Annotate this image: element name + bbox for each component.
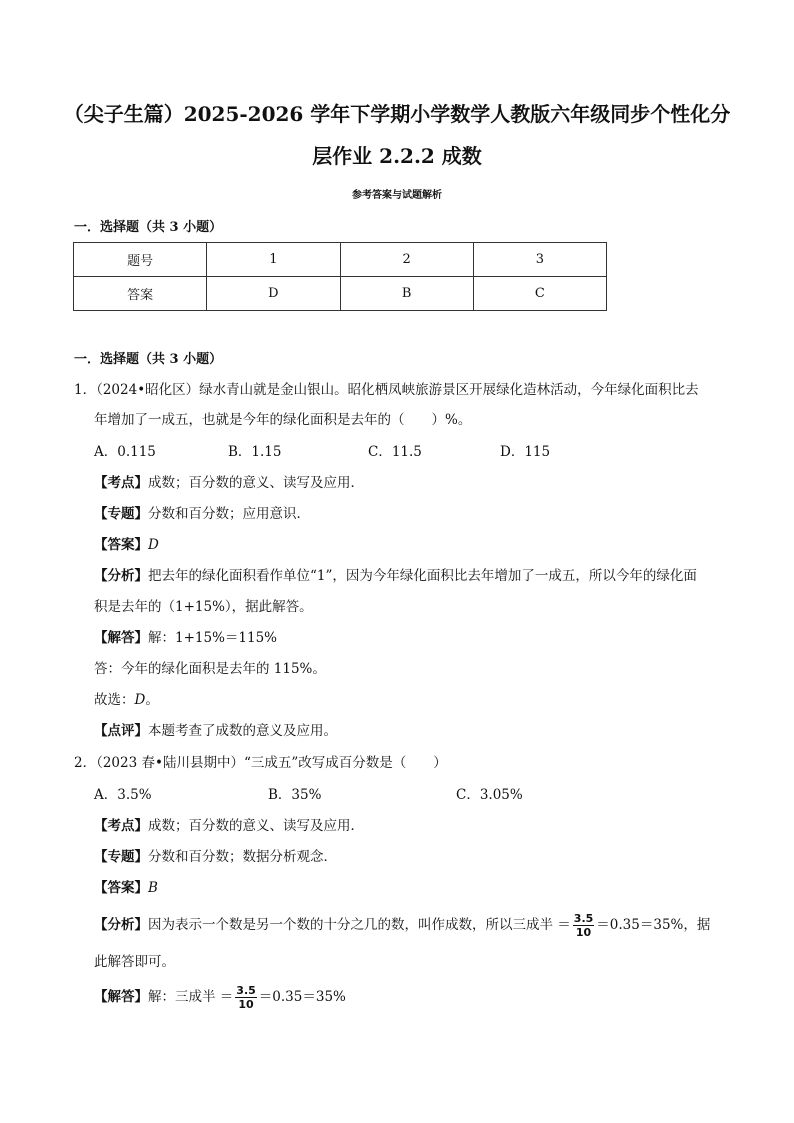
fenxi-text-pre: 因为表示一个数是另一个数的十分之几的数，叫作成数，所以三成半 ＝: [148, 917, 571, 933]
fraction: [235, 984, 257, 1011]
q1-kaodian: [94, 473, 364, 493]
q2-fenxi-line-2: 此解答即可。: [94, 954, 175, 970]
daan-tag: 【答案】: [94, 537, 148, 553]
q2-options: [94, 785, 523, 805]
q1-option-b: B．1.15: [228, 444, 282, 460]
zhuanti-text: 分数和百分数；数据分析观念．: [148, 849, 337, 865]
fenxi-tag: 【分析】: [94, 568, 148, 584]
jieda-text-pre: 解：三成半 ＝: [148, 989, 234, 1005]
fenxi-tag: 【分析】: [94, 917, 148, 933]
section-heading-answers: 一．选择题（共 3 小题）: [74, 220, 223, 235]
q1-stem-line-1: 1．（2024•昭化区）绿水青山就是金山银山。昭化栖凤峡旅游景区开展绿化造林活动，今年绿化面积比去: [74, 382, 699, 398]
dianping-tag: 【点评】: [94, 723, 148, 739]
fenxi-text-post: ＝0.35＝35%，据: [596, 917, 711, 933]
zhuanti-text: 分数和百分数；应用意识．: [148, 506, 310, 522]
kaodian-tag: 【考点】: [94, 475, 148, 491]
fraction: [573, 912, 595, 939]
table-cell: 题号: [74, 243, 207, 277]
q1-dianping: [94, 721, 337, 741]
table-cell: 2: [340, 243, 473, 277]
kaodian-tag: 【考点】: [94, 818, 148, 834]
q2-fenxi-line-1: [94, 906, 710, 944]
q1-guxuan: [94, 690, 159, 710]
q2-jieda: [94, 978, 346, 1016]
q1-jieda: [94, 628, 277, 648]
daan-text: D: [148, 537, 159, 553]
q1-fenxi-line-1: [94, 566, 697, 586]
fraction-numerator: 3.5: [573, 912, 594, 925]
q1-option-d: D．115: [500, 444, 551, 460]
table-cell: 1: [207, 243, 340, 277]
kaodian-text: 成数；百分数的意义、读写及应用．: [148, 475, 364, 491]
table-cell: 3: [473, 243, 606, 277]
jieda-tag: 【解答】: [94, 630, 148, 646]
answer-table-answer-row: [74, 277, 607, 311]
q2-option-a: A．3.5%: [94, 787, 152, 803]
jieda-text-post: ＝0.35＝35%: [258, 989, 346, 1005]
fraction-denominator: 10: [238, 998, 254, 1011]
guxuan-answer: D: [134, 692, 146, 708]
table-cell: 答案: [74, 277, 207, 311]
fraction-denominator: 10: [575, 926, 592, 939]
q2-zhuanti: [94, 847, 337, 867]
table-cell: D: [207, 277, 340, 311]
q2-option-c: C．3.05%: [456, 787, 523, 803]
answer-table: [73, 242, 607, 311]
daan-text: B: [148, 880, 158, 896]
q1-da: 答：今年的绿化面积是去年的 115%。: [94, 661, 326, 677]
dianping-text: 本题考查了成数的意义及应用。: [148, 723, 337, 739]
guxuan-text: 故选：: [94, 692, 135, 708]
q2-kaodian: [94, 816, 364, 836]
answer-table-header-row: [74, 243, 607, 277]
document-title-line-2: 层作业 2.2.2 成数: [312, 144, 482, 168]
section-heading-questions: 一．选择题（共 3 小题）: [74, 352, 223, 367]
q2-daan: [94, 878, 158, 898]
q2-option-b: B．35%: [268, 787, 322, 803]
zhuanti-tag: 【专题】: [94, 849, 148, 865]
q1-option-a: A．0.115: [94, 444, 156, 460]
daan-tag: 【答案】: [94, 880, 148, 896]
table-cell: B: [340, 277, 473, 311]
document-title-line-1: （尖子生篇）2025-2026 学年下学期小学数学人教版六年级同步个性化分: [63, 102, 731, 126]
document-subtitle: 参考答案与试题解析: [352, 190, 442, 201]
guxuan-end: 。: [145, 692, 159, 708]
jieda-tag: 【解答】: [94, 989, 148, 1005]
q1-daan: [94, 535, 159, 555]
q1-option-c: C．11.5: [368, 444, 422, 460]
jieda-text: 解：1+15%＝115%: [148, 630, 278, 646]
zhuanti-tag: 【专题】: [94, 506, 148, 522]
fenxi-text: 把去年的绿化面积看作单位“1”，因为今年绿化面积比去年增加了一成五，所以今年的绿化面: [148, 568, 697, 584]
q1-options: [94, 442, 550, 462]
q1-stem-line-2: 年增加了一成五，也就是今年的绿化面积是去年的（ ）%。: [94, 412, 472, 428]
fraction-numerator: 3.5: [236, 984, 256, 997]
q1-zhuanti: [94, 504, 310, 524]
table-cell: C: [473, 277, 606, 311]
q1-fenxi-line-2: 积是去年的（1+15%），据此解答。: [94, 599, 313, 615]
q2-stem: 2．（2023 春•陆川县期中）“三成五”改写成百分数是（ ）: [74, 755, 447, 771]
kaodian-text: 成数；百分数的意义、读写及应用．: [148, 818, 364, 834]
